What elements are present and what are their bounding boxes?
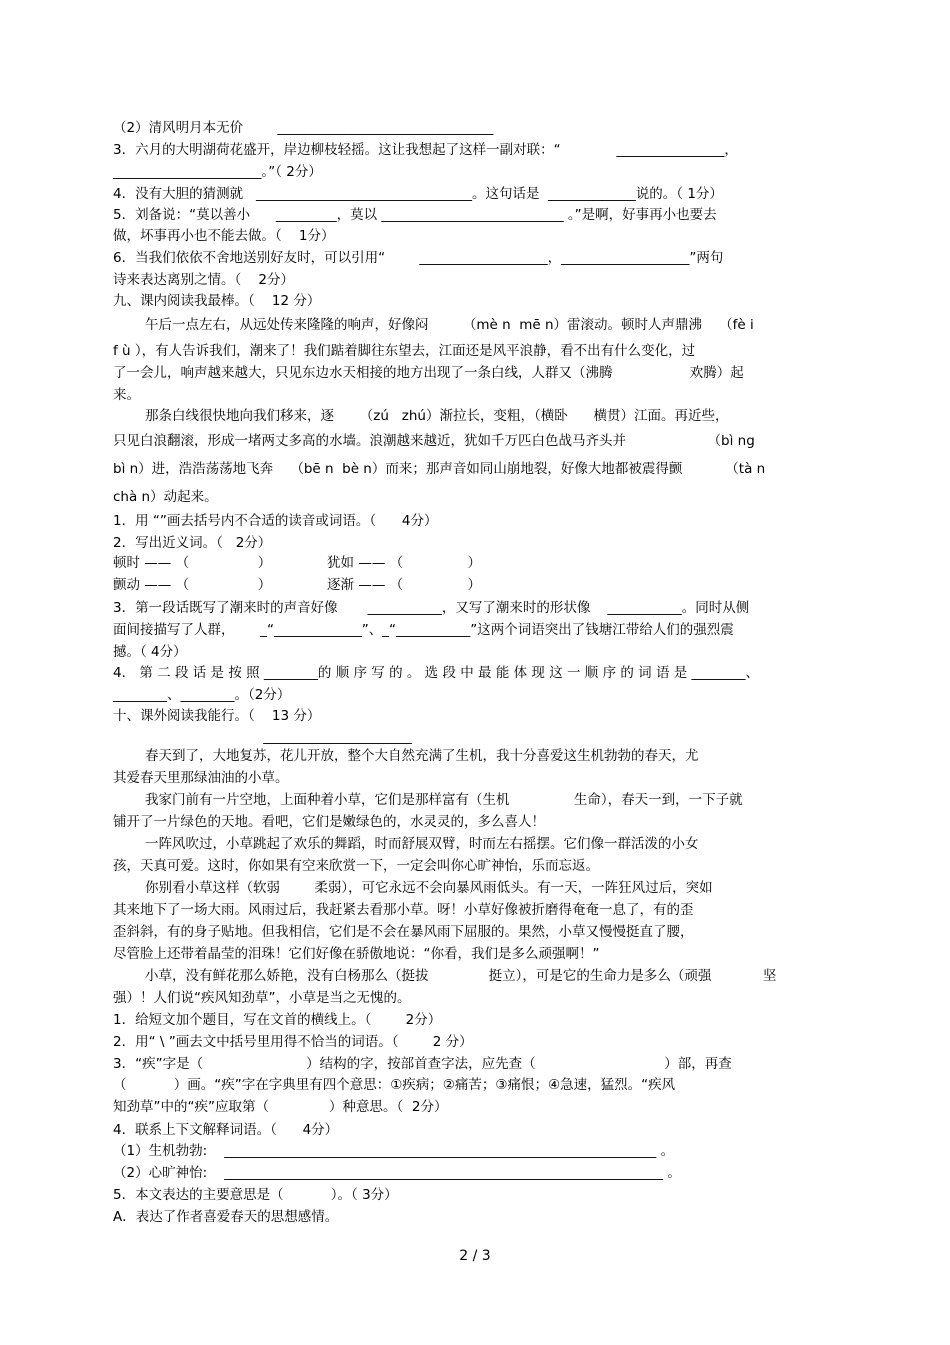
text-line: 4．联系上下文解释词语。（ 4分） (113, 1122, 339, 1138)
text-line: 知劲草”中的“疾”应取第（ ）种意思。（ 2分） (113, 1099, 448, 1115)
text-line: 1．用 “”画去括号内不合适的读音或词语。（ 4分） (113, 513, 438, 529)
text-line: 3．第一段话既写了潮来时的声音好像 ___________，又写了潮来时的形状像 ___________。同时从侧 (113, 600, 750, 616)
text-line: 5．本文表达的主要意思是（ ）。（ 3分） (113, 1187, 398, 1203)
text-line: 4． 第 二 段 话 是 按 照 ________的 顺 序 写 的 。 选 段 中 最 能 体 现 这 一 顺 序 的 词 语 是 ________、 (113, 665, 760, 681)
text-line: 面间接描写了人群， _“_____________”、_“___________”这两个词语突出了钱塘江带给人们的强烈震 (113, 622, 734, 638)
text-line: 颤动 —— （ ） 逐渐 —— （ ） (113, 577, 481, 593)
text-line: 尽管脸上还带着晶莹的泪珠！它们好像在骄傲地说：“你看，我们是多么顽强啊！” (113, 946, 600, 962)
text-line: 了一会儿，响声越来越大，只见东边水天相接的地方出现了一条白线，人群又（沸腾 欢腾）起 (113, 365, 744, 381)
text-line: bì n）进，浩浩荡荡地飞奔 （bē n bè n）而来；那声音如同山崩地裂，好像大地都被震得颤 （tà n (113, 461, 766, 477)
text-line: 5．刘备说：“莫以善小 _________，莫以 ___________________________ 。”是啊，好事再小也要去 (113, 207, 717, 223)
text-line: ______________________ (113, 729, 412, 745)
text-line: 强）！人们说“疾风知劲草”，小草是当之无愧的。 (113, 990, 411, 1006)
page-number: 2 / 3 (459, 1248, 491, 1264)
text-line: 2．写出近义词。（ 2分） (113, 535, 272, 551)
text-line: 6．当我们依依不舍地送别好友时，可以引用“ ___________________，___________________”两句 (113, 250, 724, 266)
text-line: ______________________。”（ 2分） (113, 164, 322, 180)
text-line: 那条白线很快地向我们移来，逐 （zú zhú）渐拉长，变粗，（横卧 横贯）江面。再近些， (145, 408, 729, 424)
text-line: 一阵风吹过，小草跳起了欢乐的舞蹈，时而舒展双臂，时而左右摇摆。它们像一群活泼的小女 (145, 836, 699, 852)
text-line: 1．给短文加个题目，写在文首的横线上。（ 2分） (113, 1012, 442, 1028)
text-line: 铺开了一片绿色的天地。看吧，它们是嫩绿色的，水灵灵的，多么喜人！ (113, 814, 545, 830)
text-line: 小草，没有鲜花那么娇艳，没有白杨那么（挺拔 挺立），可是它的生命力是多么（顽强 坚 (145, 968, 777, 984)
text-line: 午后一点左右，从远处传来隆隆的响声，好像闷 （mè n mē n）雷滚动。顿时人声鼎沸 （fè i (145, 317, 754, 333)
text-line: 九、课内阅读我最棒。（ 12 分） (113, 293, 321, 309)
text-line: 2．用“ \ ”画去文中括号里用得不恰当的词语。（ 2 分） (113, 1034, 473, 1050)
text-line: chà n）动起来。 (113, 489, 218, 505)
text-line: 顿时 —— （ ） 犹如 —— （ ） (113, 555, 481, 571)
text-line: 4．没有大胆的猜测就 ________________________________。这句话是 _____________说的。（ 1分） (113, 186, 723, 202)
text-line: 3．六月的大明湖荷花盛开，岸边柳枝轻摇。这让我想起了这样一副对联：“ ________________， (113, 142, 738, 158)
text-line: 歪斜斜，有的身子贴地。但我相信，它们是不会在暴风雨下屈服的。果然，小草又慢慢挺直了腰， (113, 924, 694, 940)
text-line: 春天到了，大地复苏，花儿开放，整个大自然充满了生机，我十分喜爱这生机勃勃的春天，尤 (145, 748, 699, 764)
text-line: 其爱春天里那绿油油的小草。 (113, 770, 289, 786)
text-line: 3．“疾”字是（ ）结构的字，按部首查字法，应先查（ ）部，再查 (113, 1056, 732, 1072)
text-line: （ ）画。“疾”字在字典里有四个意思：①疾病；②痛苦；③痛恨；④急速，猛烈。“疾风 (113, 1077, 676, 1093)
text-line: （2）清风明月本无价 ________________________________ (113, 120, 494, 136)
text-line: 你别看小草这样（软弱 柔弱），可它永远不会向暴风雨低头。有一天，一阵狂风过后，突如 (145, 880, 713, 896)
text-line: A．表达了作者喜爱春天的思想感情。 (113, 1209, 339, 1225)
text-line: 做，坏事再小也不能去做。（ 1分） (113, 228, 335, 244)
text-line: 我家门前有一片空地，上面种着小草，它们是那样富有（生机 生命），春天一到，一下子就 (145, 792, 743, 808)
text-line: f ù ），有人告诉我们，潮来了！我们踮着脚往东望去，江面还是风平浪静，看不出有什么变化，过 (113, 343, 696, 359)
text-line: 其来地下了一场大雨。风雨过后，我赶紧去看那小草。呀！小草好像被折磨得奄奄一息了，有的歪 (113, 902, 694, 918)
text-line: 来。 (113, 387, 140, 403)
text-line: 只见白浪翻滚，形成一堵两丈多高的水墙。浪潮越来越近，犹如千万匹白色战马齐头并 （bì ng (113, 433, 755, 449)
text-line: （1）生机勃勃: ________________________________________________________________ 。 (113, 1143, 675, 1159)
text-line: 孩，天真可爱。这时，你如果有空来欣赏一下，一定会叫你心旷神怡，乐而忘返。 (113, 858, 599, 874)
text-line: ________、________。（2分） (113, 687, 291, 703)
text-line: （2）心旷神怡: _________________________________________________________________ 。 (113, 1165, 681, 1181)
text-line: 十、课外阅读我能行。（ 13 分） (113, 708, 321, 724)
text-line: 撼。（ 4分） (113, 644, 187, 660)
text-line: 诗来表达离别之情。（ 2分） (113, 272, 295, 288)
